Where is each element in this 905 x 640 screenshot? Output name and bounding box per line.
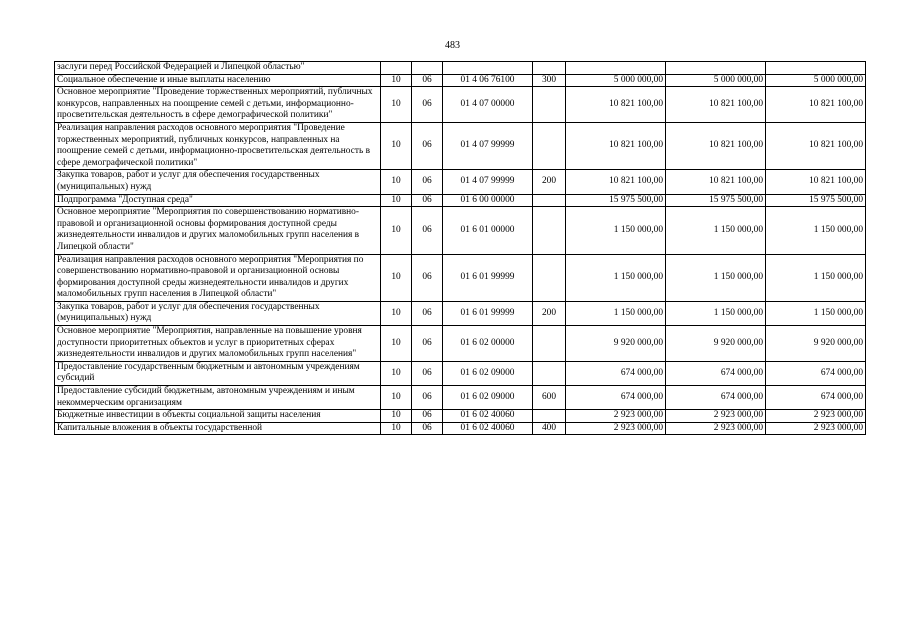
page-number: 483 xyxy=(445,40,460,51)
table-row xyxy=(55,62,866,75)
amount-year2-cell xyxy=(666,62,766,75)
amount-year1-cell: 1 150 000,00 xyxy=(566,207,666,254)
amount-year3-cell: 674 000,00 xyxy=(766,361,866,385)
amount-year2-cell: 674 000,00 xyxy=(666,361,766,385)
expense-type-cell xyxy=(533,361,566,385)
subsection-code-cell: 06 xyxy=(412,422,443,435)
expense-type-cell xyxy=(533,207,566,254)
description-cell: Предоставление субсидий бюджетным, автономным учреждениям и иным некоммерческим организациям xyxy=(55,386,381,410)
amount-year1-cell: 1 150 000,00 xyxy=(566,301,666,325)
amount-year3-cell: 1 150 000,00 xyxy=(766,254,866,301)
subsection-code-cell: 06 xyxy=(412,254,443,301)
description-cell: Основное мероприятие "Мероприятия по совершенствованию нормативно-правовой и организационной основы формирования доступной среды жизнедеятельности инвалидов и других маломобильных групп населения в Липецкой области" xyxy=(55,207,381,254)
amount-year3-cell: 9 920 000,00 xyxy=(766,326,866,362)
amount-year1-cell xyxy=(566,62,666,75)
expense-type-cell xyxy=(533,122,566,169)
amount-year3-cell: 10 821 100,00 xyxy=(766,170,866,194)
budget-table xyxy=(54,61,866,435)
section-code-cell: 10 xyxy=(381,326,412,362)
expense-type-cell: 200 xyxy=(533,301,566,325)
description-cell: Социальное обеспечение и иные выплаты населению xyxy=(55,74,381,87)
amount-year3-cell: 5 000 000,00 xyxy=(766,74,866,87)
section-code-cell: 10 xyxy=(381,386,412,410)
subsection-code-cell: 06 xyxy=(412,74,443,87)
section-code-cell: 10 xyxy=(381,74,412,87)
amount-year1-cell: 5 000 000,00 xyxy=(566,74,666,87)
description-cell: Реализация направления расходов основного мероприятия "Проведение торжественных мероприятий, публичных конкурсов, направленных на поощрение семей с детьми, информационно-просветительская деятельность в сфере демографической политики" xyxy=(55,122,381,169)
section-code-cell: 10 xyxy=(381,254,412,301)
section-code-cell: 10 xyxy=(381,122,412,169)
section-code-cell: 10 xyxy=(381,194,412,207)
amount-year3-cell: 674 000,00 xyxy=(766,386,866,410)
section-code-cell: 10 xyxy=(381,422,412,435)
target-article-cell: 01 6 02 00000 xyxy=(443,326,533,362)
amount-year3-cell: 1 150 000,00 xyxy=(766,301,866,325)
description-cell: Закупка товаров, работ и услуг для обеспечения государственных (муниципальных) нужд xyxy=(55,301,381,325)
amount-year1-cell: 9 920 000,00 xyxy=(566,326,666,362)
section-code-cell: 10 xyxy=(381,207,412,254)
section-code-cell: 10 xyxy=(381,410,412,423)
table-row xyxy=(55,87,866,123)
subsection-code-cell: 06 xyxy=(412,207,443,254)
expense-type-cell xyxy=(533,87,566,123)
table-row xyxy=(55,207,866,254)
subsection-code-cell: 06 xyxy=(412,170,443,194)
amount-year2-cell: 10 821 100,00 xyxy=(666,170,766,194)
target-article-cell: 01 6 00 00000 xyxy=(443,194,533,207)
table-row xyxy=(55,74,866,87)
subsection-code-cell: 06 xyxy=(412,410,443,423)
expense-type-cell xyxy=(533,62,566,75)
amount-year2-cell: 1 150 000,00 xyxy=(666,207,766,254)
subsection-code-cell: 06 xyxy=(412,386,443,410)
amount-year2-cell: 1 150 000,00 xyxy=(666,254,766,301)
amount-year1-cell: 10 821 100,00 xyxy=(566,87,666,123)
amount-year2-cell: 9 920 000,00 xyxy=(666,326,766,362)
expense-type-cell xyxy=(533,410,566,423)
amount-year3-cell: 2 923 000,00 xyxy=(766,410,866,423)
expense-type-cell xyxy=(533,254,566,301)
expense-type-cell: 300 xyxy=(533,74,566,87)
amount-year2-cell: 5 000 000,00 xyxy=(666,74,766,87)
description-cell: Предоставление государственным бюджетным и автономным учреждениям субсидий xyxy=(55,361,381,385)
expense-type-cell: 200 xyxy=(533,170,566,194)
amount-year3-cell: 10 821 100,00 xyxy=(766,122,866,169)
amount-year1-cell: 674 000,00 xyxy=(566,361,666,385)
amount-year2-cell: 674 000,00 xyxy=(666,386,766,410)
section-code-cell: 10 xyxy=(381,170,412,194)
target-article-cell: 01 6 01 00000 xyxy=(443,207,533,254)
table-row xyxy=(55,422,866,435)
table-row xyxy=(55,301,866,325)
target-article-cell: 01 6 02 40060 xyxy=(443,410,533,423)
amount-year1-cell: 2 923 000,00 xyxy=(566,422,666,435)
amount-year3-cell: 10 821 100,00 xyxy=(766,87,866,123)
amount-year1-cell: 10 821 100,00 xyxy=(566,170,666,194)
subsection-code-cell: 06 xyxy=(412,194,443,207)
amount-year1-cell: 674 000,00 xyxy=(566,386,666,410)
amount-year2-cell: 2 923 000,00 xyxy=(666,422,766,435)
section-code-cell: 10 xyxy=(381,87,412,123)
amount-year1-cell: 2 923 000,00 xyxy=(566,410,666,423)
target-article-cell: 01 6 02 09000 xyxy=(443,361,533,385)
target-article-cell: 01 6 01 99999 xyxy=(443,301,533,325)
expense-type-cell: 600 xyxy=(533,386,566,410)
description-cell: Капитальные вложения в объекты государственной xyxy=(55,422,381,435)
expense-type-cell xyxy=(533,194,566,207)
amount-year3-cell: 1 150 000,00 xyxy=(766,207,866,254)
description-cell: Подпрограмма "Доступная среда" xyxy=(55,194,381,207)
table-row xyxy=(55,386,866,410)
subsection-code-cell xyxy=(412,62,443,75)
amount-year2-cell: 10 821 100,00 xyxy=(666,87,766,123)
table-row xyxy=(55,194,866,207)
amount-year2-cell: 15 975 500,00 xyxy=(666,194,766,207)
description-cell: Закупка товаров, работ и услуг для обеспечения государственных (муниципальных) нужд xyxy=(55,170,381,194)
target-article-cell xyxy=(443,62,533,75)
table-row xyxy=(55,170,866,194)
expense-type-cell xyxy=(533,326,566,362)
subsection-code-cell: 06 xyxy=(412,87,443,123)
subsection-code-cell: 06 xyxy=(412,301,443,325)
target-article-cell: 01 6 01 99999 xyxy=(443,254,533,301)
subsection-code-cell: 06 xyxy=(412,361,443,385)
description-cell: Основное мероприятие "Мероприятия, направленные на повышение уровня доступности приоритетных объектов и услуг в приоритетных сферах жизнедеятельности инвалидов и других маломобильных групп населения" xyxy=(55,326,381,362)
table-row xyxy=(55,410,866,423)
target-article-cell: 01 6 02 09000 xyxy=(443,386,533,410)
amount-year1-cell: 1 150 000,00 xyxy=(566,254,666,301)
section-code-cell: 10 xyxy=(381,361,412,385)
section-code-cell: 10 xyxy=(381,301,412,325)
amount-year1-cell: 10 821 100,00 xyxy=(566,122,666,169)
table-row xyxy=(55,326,866,362)
amount-year2-cell: 10 821 100,00 xyxy=(666,122,766,169)
amount-year3-cell: 2 923 000,00 xyxy=(766,422,866,435)
section-code-cell xyxy=(381,62,412,75)
target-article-cell: 01 4 07 00000 xyxy=(443,87,533,123)
description-cell: заслуги перед Российской Федерацией и Липецкой областью" xyxy=(55,62,381,75)
subsection-code-cell: 06 xyxy=(412,122,443,169)
subsection-code-cell: 06 xyxy=(412,326,443,362)
amount-year2-cell: 1 150 000,00 xyxy=(666,301,766,325)
target-article-cell: 01 4 07 99999 xyxy=(443,170,533,194)
amount-year3-cell xyxy=(766,62,866,75)
table-row xyxy=(55,254,866,301)
description-cell: Бюджетные инвестиции в объекты социальной защиты населения xyxy=(55,410,381,423)
description-cell: Основное мероприятие "Проведение торжественных мероприятий, публичных конкурсов, направленных на поощрение семей с детьми, информационно-просветительская деятельность в сфере демографической политики" xyxy=(55,87,381,123)
table-body xyxy=(55,62,866,435)
target-article-cell: 01 6 02 40060 xyxy=(443,422,533,435)
amount-year2-cell: 2 923 000,00 xyxy=(666,410,766,423)
amount-year1-cell: 15 975 500,00 xyxy=(566,194,666,207)
target-article-cell: 01 4 06 76100 xyxy=(443,74,533,87)
amount-year3-cell: 15 975 500,00 xyxy=(766,194,866,207)
expense-type-cell: 400 xyxy=(533,422,566,435)
description-cell: Реализация направления расходов основного мероприятия "Мероприятия по совершенствованию нормативно-правовой и организационной основы формирования доступной среды жизнедеятельности инвалидов и других маломобильных групп населения в Липецкой области" xyxy=(55,254,381,301)
table-row xyxy=(55,361,866,385)
target-article-cell: 01 4 07 99999 xyxy=(443,122,533,169)
table-row xyxy=(55,122,866,169)
